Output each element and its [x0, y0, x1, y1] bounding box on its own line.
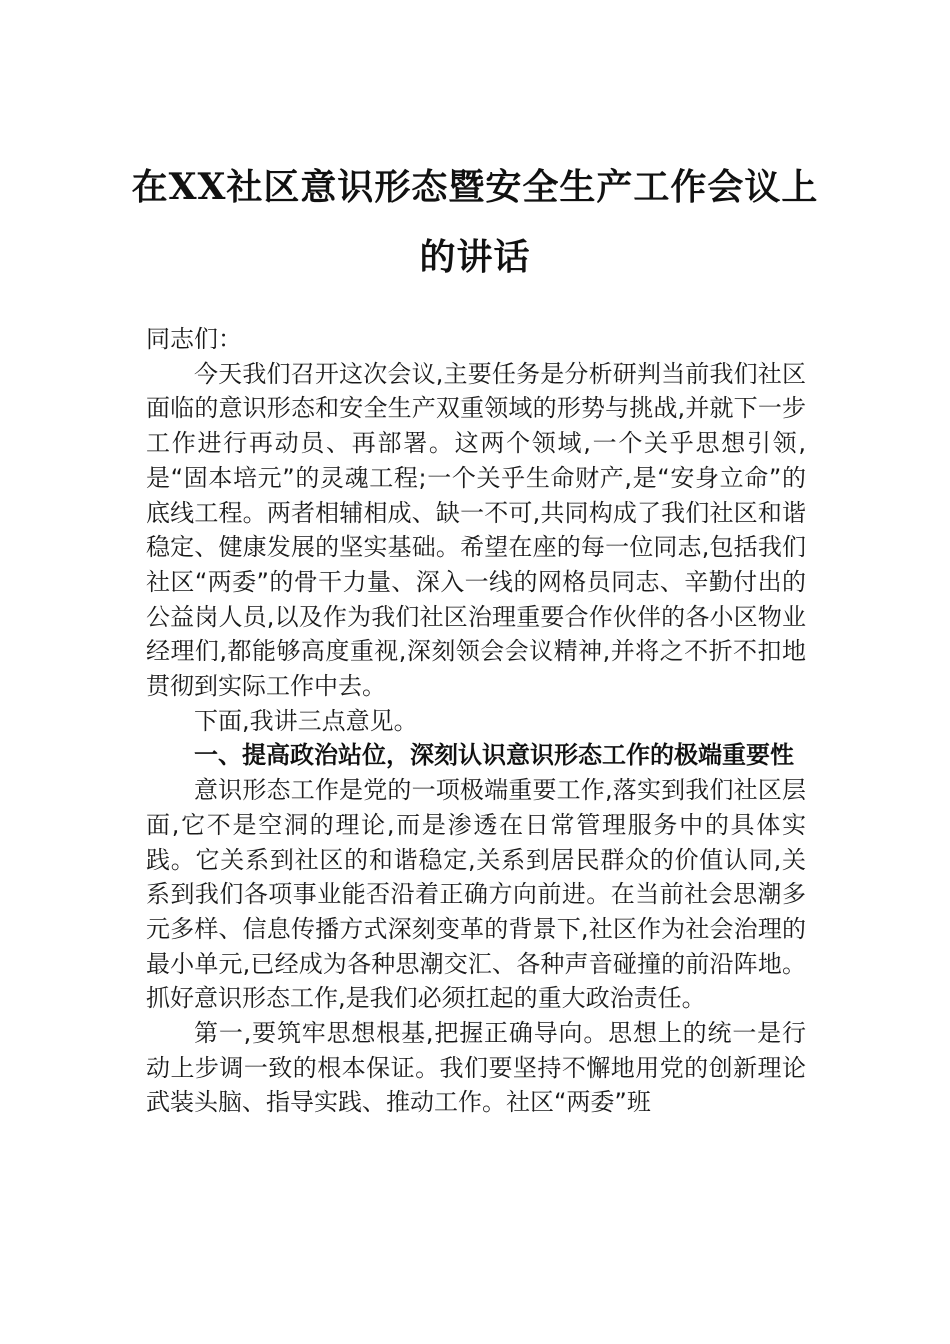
document-title — [120, 152, 830, 292]
title-line-2: 的讲话 — [419, 236, 531, 278]
title-line-1: 在XX社区意识形态暨安全生产工作会议上 — [131, 166, 819, 208]
section-heading-1: 一、提高政治站位，深刻认识意识形态工作的极端重要性 — [194, 741, 794, 770]
salutation: 同志们： — [146, 325, 242, 353]
section1-paragraph: 意识形态工作是党的一项极端重要工作,落实到我们社区层面,它不是空洞的理论,而是渗透在日常管理服务中的具体实践。它关系到社区的和谐稳定,关系到居民群众的价值认同,关系到我们各项事业能否沿着正确方向前进。在当前社会思潮多元多样、信息传播方式深刻变革的背景下,社区作为社会治理的最小单元,已经成为各种思潮交汇、各种声音碰撞的前沿阵地。抓好意识形态工作,是我们必须扛起的重大政治责任。 — [146, 776, 806, 1013]
document-body — [146, 322, 806, 1120]
paragraph-opening: 今天我们召开这次会议,主要任务是分析研判当前我们社区面临的意识形态和安全生产双重领域的形势与挑战,并就下一步工作进行再动员、再部署。这两个领域,一个关乎思想引领,是“固本培元”的灵魂工程;一个关乎生命财产,是“安身立命”的底线工程。两者相辅相成、缺一不可,共同构成了我们社区和谐稳定、健康发展的坚实基础。希望在座的每一位同志,包括我们社区“两委”的骨干力量、深入一线的网格员同志、辛勤付出的公益岗人员,以及作为我们社区治理重要合作伙伴的各小区物业经理们,都能够高度重视,深刻领会会议精神,并将之不折不扣地贯彻到实际工作中去。 — [146, 359, 806, 701]
section1-paragraph: 第一,要筑牢思想根基,把握正确导向。思想上的统一是行动上步调一致的根本保证。我们要坚持不懈地用党的创新理论武装头脑、指导实践、推动工作。社区“两委”班 — [146, 1019, 806, 1117]
paragraph-transition: 下面,我讲三点意见。 — [194, 706, 418, 735]
